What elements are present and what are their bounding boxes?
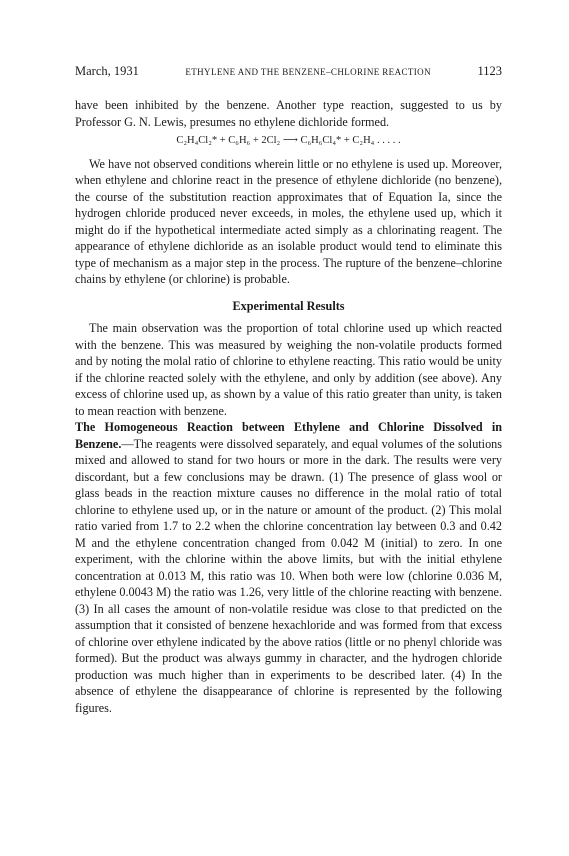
section-heading: Experimental Results: [232, 298, 345, 313]
page-header: [75, 64, 502, 79]
paragraph-main-observation: The main observation was the proportion of total chlorine used up which reacted with the benzene. This was measured by weighing the non-volatile products formed and by noting the molal ratio of chlorine to ethylene reacting. This ratio would be unity if the chlorine reacted solely with the ethylene, and only by addition (see above). Any excess of chlorine used up, as shown by a value of this ratio greater than unity, is taken to mean reaction with benzene.: [75, 321, 502, 418]
paragraph-homogeneous-reaction: [75, 419, 502, 716]
paragraph-mechanism: We have not observed conditions wherein little or no ethylene is used up. Moreover, when ethylene and chlorine react in the presence of ethylene dichloride (no benzene), the course of the substitution reaction approximates that of Equation Ia, since the hydrogen chloride produced never exceeds, in moles, the ethylene used up, which it might do if the hypothetical intermediate acted simply as a chlorinating reagent. The appearance of ethylene dichloride as an isolable product would tend to eliminate this type of mechanism as a major step in the process. The rupture of the benzene–chlorine chains by ethylene (or chlorine) is probable.: [75, 156, 502, 286]
reaction-equation: C₂H₄Cl₂* + C₆H₆ + 2Cl₂ ⟶ C₆H₆Cl₄* + C₂H₄ . . . . .: [176, 135, 401, 146]
running-title: ETHYLENE AND THE BENZENE–CHLORINE REACTION: [185, 67, 431, 77]
article-body: [75, 97, 502, 716]
header-date: March, 1931: [75, 64, 139, 78]
page-number: 1123: [477, 64, 502, 78]
paragraph-continuation: have been inhibited by the benzene. Another type reaction, suggested to us by Professor G. N. Lewis, presumes no ethylene dichloride formed.: [75, 98, 502, 129]
paragraph-homogeneous-body: —The reagents were dissolved separately, and equal volumes of the solutions mixed and allowed to stand for two hours or more in the dark. The results were very discordant, but a few conclusions may be drawn. (1) The presence of glass wool or glass beads in the reaction mixture causes no difference in the molal ratio of total chlorine to ethylene used up, or in the nature or amount of the product. (2) This molal ratio varied from 1.7 to 2.2 when the chlorine concentration lay between 0.3 and 0.42 M and the ethylene concentration changed from 0.042 M (initial) to zero. In one experiment, with the chlorine within the above limits, but with the initial ethylene concentration at 0.013 M, this ratio was 10. When both were low (chlorine 0.036 M, ethylene 0.0043 M) the ratio was 1.26, very little of the chlorine reacting with benzene. (3) In all cases the amount of non-volatile residue was close to that predicted on the assumption that it consisted of benzene hexachloride and was formed from that excess of chlorine over ethylene indicated by the above ratios (little or no phenyl chloride was formed). But the product was always gummy in character, and the hydrogen chloride production was much higher than in experiments to be described later. (4) In the absence of ethylene the disappearance of chlorine is represented by the following figures.: [75, 436, 502, 715]
run-in-heading: The Homogeneous Reaction between Ethylene and Chlorine Dissolved in Benzene.: [75, 420, 502, 451]
